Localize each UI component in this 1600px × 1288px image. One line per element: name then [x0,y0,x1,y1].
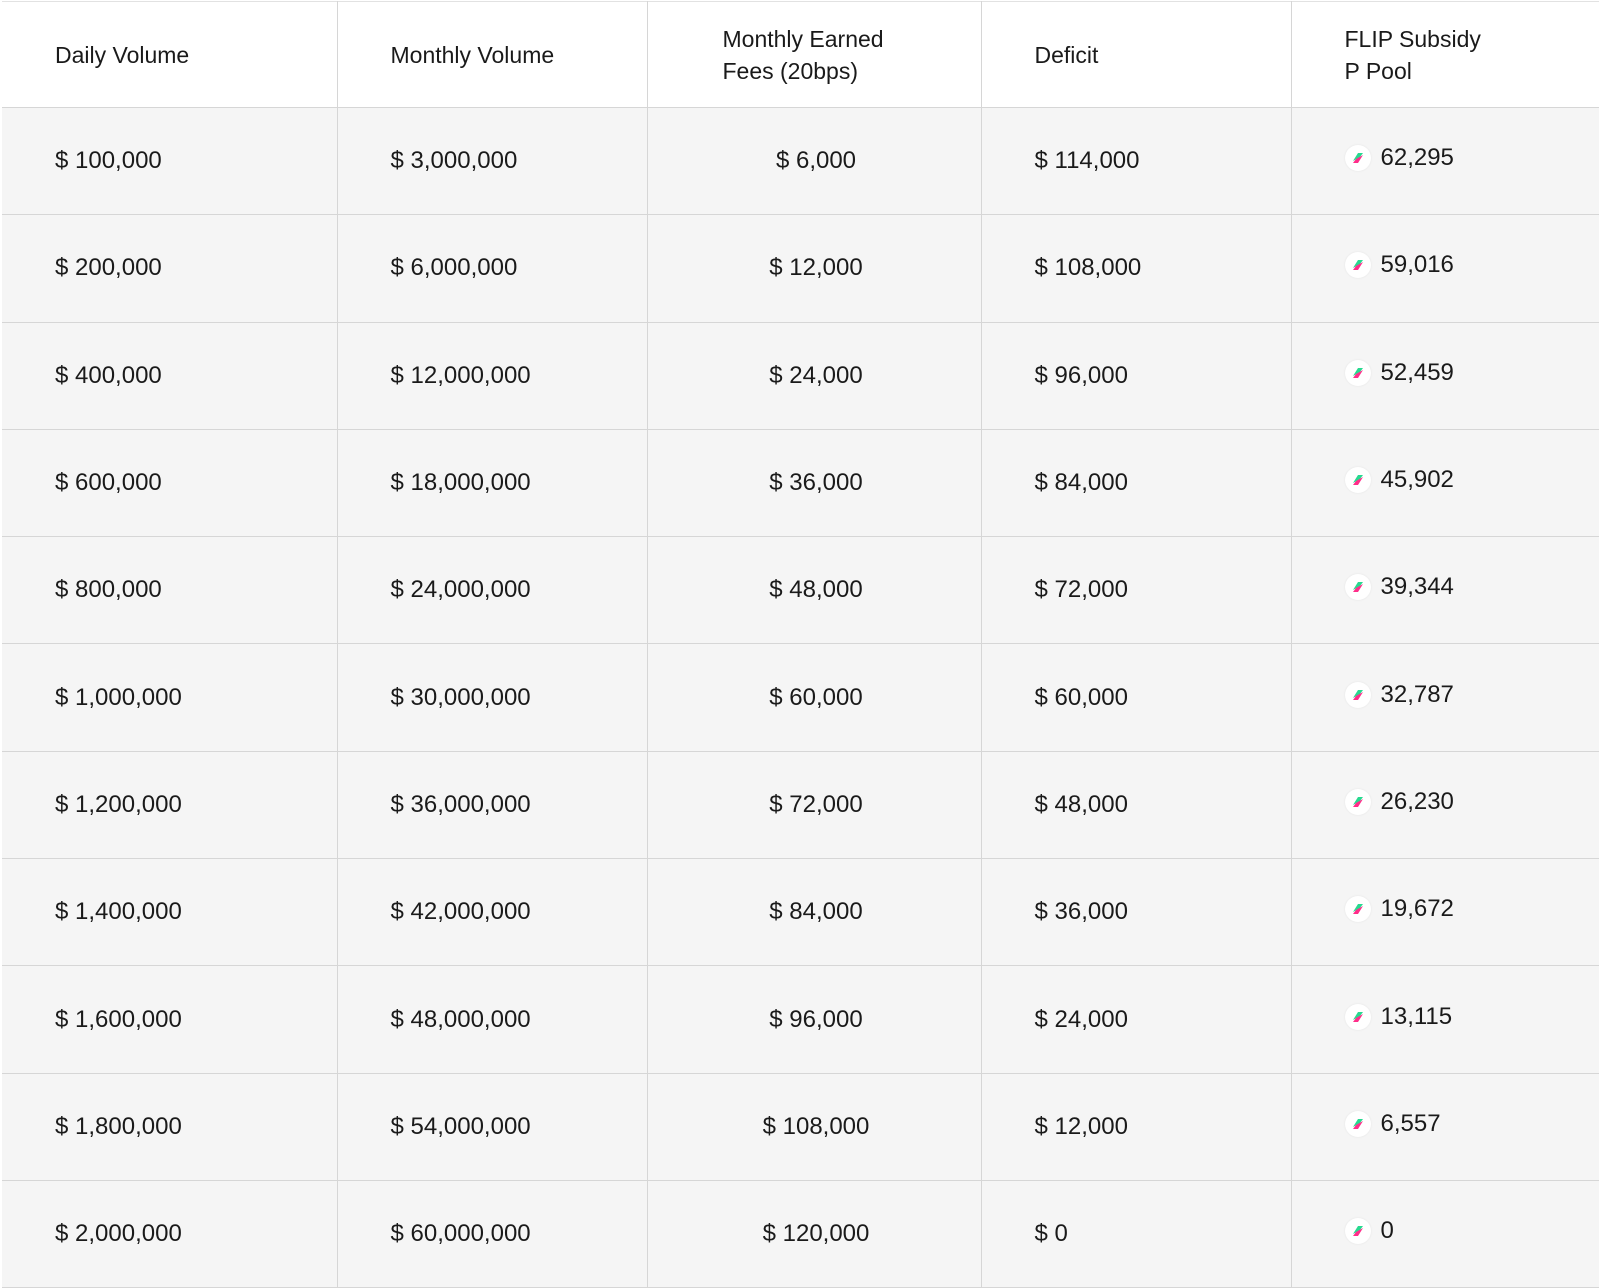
cell-value: $ 30,000,000 [390,683,531,711]
cell-deficit [981,108,1291,215]
table-body [2,108,1599,1288]
cell-deficit [981,215,1291,322]
flip-token-icon [1345,1111,1371,1137]
cell-deficit [981,537,1291,644]
header-monthly-volume [337,2,647,108]
flip-amount [1345,681,1454,709]
flip-token-icon [1345,145,1371,171]
cell-monthly-fees [647,108,981,215]
header-row [2,2,1599,108]
header-label-line1: FLIP Subsidy [1344,25,1481,52]
cell-monthly-volume [337,215,647,322]
flip-token-icon [1345,467,1371,493]
cell-value: $ 108,000 [762,1112,870,1140]
cell-deficit [981,859,1291,966]
cell-monthly-fees [647,1073,981,1180]
cell-value: 13,115 [1380,1002,1453,1030]
flip-token-icon [1345,252,1371,278]
cell-daily-volume [2,429,337,536]
cell-value: $ 36,000 [1034,898,1128,926]
flip-amount [1345,788,1454,816]
flip-token-icon [1345,574,1371,600]
cell-value: $ 1,400,000 [55,898,182,926]
cell-value: 52,459 [1380,358,1454,386]
cell-monthly-fees [647,322,981,429]
cell-value: $ 6,000,000 [390,254,518,282]
cell-flip-subsidy [1291,215,1599,322]
cell-value: $ 600,000 [55,469,162,497]
cell-monthly-fees [647,215,981,322]
cell-value: $ 72,000 [769,790,863,818]
cell-value: $ 12,000 [1034,1112,1128,1140]
cell-monthly-volume [337,537,647,644]
header-label-line2: P Pool [1344,57,1412,84]
cell-value: $ 96,000 [1034,361,1128,389]
table-row [2,859,1599,966]
cell-value: 39,344 [1380,573,1454,601]
cell-monthly-fees [647,751,981,858]
cell-daily-volume [2,1180,337,1287]
cell-value: $ 72,000 [1034,576,1128,604]
cell-value: 0 [1380,1217,1394,1245]
flip-token-icon [1345,682,1371,708]
table-row [2,1073,1599,1180]
flip-amount [1345,895,1454,923]
flip-token-icon [1345,896,1371,922]
flip-token-icon [1345,1004,1371,1030]
header-label-line1: Monthly Earned [722,25,884,52]
header-monthly-earned-fees [647,2,981,108]
cell-value: $ 6,000 [775,147,857,175]
cell-value: $ 108,000 [1034,254,1142,282]
cell-value: $ 24,000 [769,361,863,389]
cell-flip-subsidy [1291,429,1599,536]
cell-monthly-volume [337,429,647,536]
table-header [2,2,1599,108]
cell-deficit [981,966,1291,1073]
cell-value: 62,295 [1380,144,1454,172]
cell-daily-volume [2,215,337,322]
flip-amount [1345,573,1454,601]
cell-deficit [981,1180,1291,1287]
flip-amount [1345,1003,1453,1031]
cell-daily-volume [2,859,337,966]
cell-monthly-volume [337,966,647,1073]
subsidy-table [2,1,1599,1288]
cell-flip-subsidy [1291,322,1599,429]
table-row [2,1180,1599,1287]
flip-token-icon [1345,1218,1371,1244]
cell-value: $ 800,000 [55,576,162,604]
cell-daily-volume [2,108,337,215]
header-daily-volume [2,2,337,108]
cell-value: $ 42,000,000 [390,898,531,926]
cell-value: $ 54,000,000 [390,1112,531,1140]
cell-value: $ 100,000 [55,147,162,175]
flip-token-icon [1345,789,1371,815]
cell-value: 26,230 [1380,787,1454,815]
flip-amount [1345,466,1454,494]
table-row [2,322,1599,429]
header-deficit [981,2,1291,108]
cell-monthly-volume [337,108,647,215]
header-label: Monthly Volume [390,41,555,68]
cell-monthly-volume [337,859,647,966]
cell-value: $ 400,000 [55,361,162,389]
cell-value: $ 60,000,000 [390,1220,531,1248]
cell-value: $ 3,000,000 [390,147,518,175]
cell-value: $ 48,000 [769,576,863,604]
cell-flip-subsidy [1291,1073,1599,1180]
cell-value: $ 120,000 [762,1220,870,1248]
cell-flip-subsidy [1291,751,1599,858]
cell-daily-volume [2,751,337,858]
cell-monthly-volume [337,1073,647,1180]
table-row [2,429,1599,536]
cell-value: $ 24,000 [1034,1005,1128,1033]
cell-monthly-fees [647,966,981,1073]
cell-monthly-fees [647,537,981,644]
table-row [2,644,1599,751]
cell-value: $ 1,200,000 [55,790,182,818]
cell-value: $ 96,000 [769,1005,863,1033]
table-row [2,537,1599,644]
cell-monthly-fees [647,859,981,966]
flip-amount [1345,1110,1441,1138]
cell-value: 59,016 [1380,251,1454,279]
table-row [2,966,1599,1073]
cell-value: $ 60,000 [769,683,863,711]
cell-flip-subsidy [1291,859,1599,966]
cell-monthly-fees [647,644,981,751]
cell-value: $ 1,800,000 [55,1112,182,1140]
cell-value: $ 12,000 [769,254,863,282]
cell-value: 6,557 [1380,1109,1441,1137]
cell-value: $ 1,600,000 [55,1005,182,1033]
cell-daily-volume [2,1073,337,1180]
cell-value: $ 200,000 [55,254,162,282]
table-row [2,215,1599,322]
flip-amount [1345,144,1454,172]
cell-value: $ 24,000,000 [390,576,531,604]
cell-deficit [981,751,1291,858]
cell-deficit [981,322,1291,429]
cell-daily-volume [2,322,337,429]
cell-value: $ 1,000,000 [55,683,182,711]
cell-deficit [981,644,1291,751]
cell-monthly-fees [647,1180,981,1287]
cell-value: $ 84,000 [1034,469,1128,497]
cell-value: $ 36,000 [769,469,863,497]
cell-deficit [981,1073,1291,1180]
cell-value: $ 114,000 [1034,147,1140,175]
cell-flip-subsidy [1291,108,1599,215]
cell-monthly-volume [337,751,647,858]
cell-value: $ 48,000 [1034,790,1128,818]
table-row [2,108,1599,215]
table-row [2,751,1599,858]
cell-monthly-volume [337,322,647,429]
cell-value: 45,902 [1380,466,1454,494]
cell-daily-volume [2,537,337,644]
cell-value: $ 18,000,000 [390,469,531,497]
cell-daily-volume [2,966,337,1073]
header-label: Daily Volume [55,41,190,68]
cell-deficit [981,429,1291,536]
flip-token-icon [1345,360,1371,386]
cell-value: $ 0 [1034,1220,1068,1248]
cell-value: 32,787 [1380,680,1454,708]
cell-flip-subsidy [1291,537,1599,644]
cell-value: $ 84,000 [769,898,863,926]
cell-monthly-fees [647,429,981,536]
header-flip-subsidy [1291,2,1599,108]
header-label-line2: Fees (20bps) [722,57,859,84]
cell-value: $ 48,000,000 [390,1005,531,1033]
cell-flip-subsidy [1291,966,1599,1073]
flip-amount [1345,359,1454,387]
cell-flip-subsidy [1291,644,1599,751]
cell-flip-subsidy [1291,1180,1599,1287]
cell-value: $ 12,000,000 [390,361,531,389]
cell-monthly-volume [337,1180,647,1287]
cell-value: 19,672 [1380,895,1454,923]
cell-value: $ 60,000 [1034,683,1128,711]
header-label: Deficit [1034,41,1099,68]
cell-value: $ 36,000,000 [390,790,531,818]
cell-monthly-volume [337,644,647,751]
cell-value: $ 2,000,000 [55,1220,182,1248]
flip-amount [1345,251,1454,279]
cell-daily-volume [2,644,337,751]
flip-amount [1345,1217,1394,1245]
